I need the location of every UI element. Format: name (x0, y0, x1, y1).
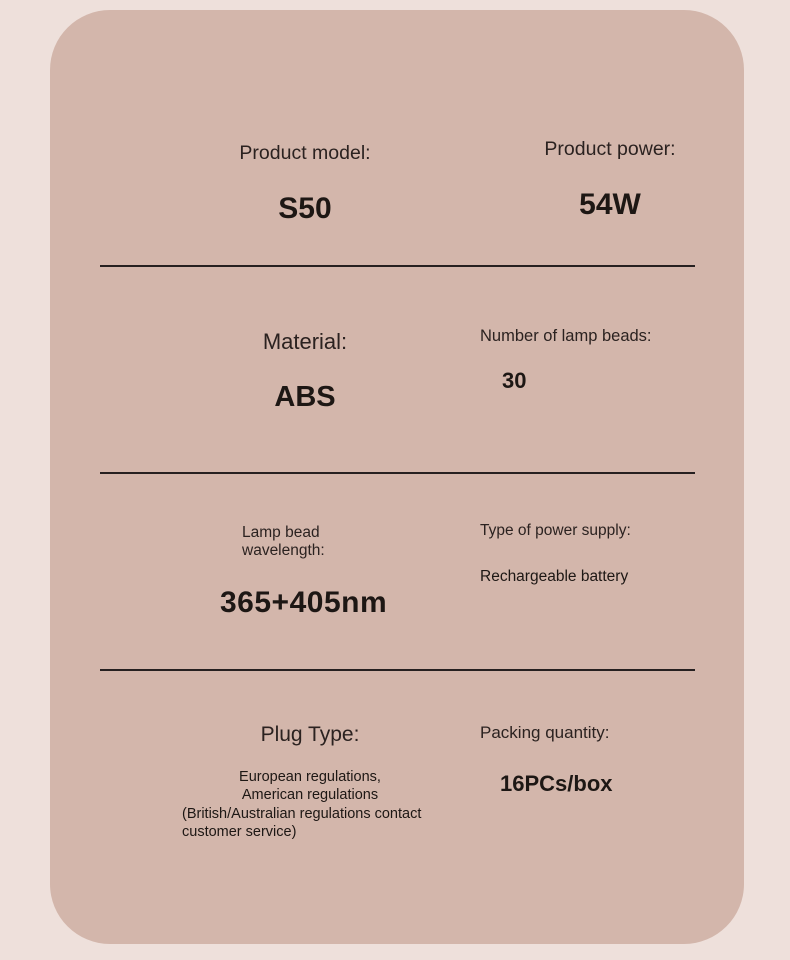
spec-label: Number of lamp beads: (480, 327, 652, 345)
spec-card (50, 10, 744, 944)
spec-value: S50 (278, 192, 332, 225)
spec-label: Product model: (239, 142, 371, 164)
spec-cell-product-power (490, 138, 730, 223)
spec-label: Material: (262, 329, 348, 354)
spec-value: 54W (579, 188, 641, 221)
plug-type-line: American regulations (241, 787, 379, 804)
spec-label: Plug Type: (260, 723, 360, 746)
spec-label: Product power: (544, 138, 676, 160)
spec-value: 365+405nm (220, 585, 388, 619)
spec-cell-material (190, 329, 420, 415)
spec-cell-plug-type (180, 723, 440, 842)
spec-row (100, 474, 695, 669)
spec-value (180, 768, 440, 842)
spec-cell-wavelength (180, 524, 395, 621)
spec-cell-power-supply (480, 522, 695, 587)
spec-table (100, 110, 695, 871)
spec-row (100, 110, 695, 265)
spec-row (100, 267, 695, 472)
spec-value: 16PCs/box (500, 771, 613, 797)
spec-value: ABS (274, 380, 336, 413)
spec-cell-lamp-bead-count (480, 327, 695, 395)
spec-value: 30 (502, 368, 527, 394)
spec-label: Packing quantity: (480, 723, 610, 742)
plug-type-line: European regulations, (239, 768, 381, 785)
spec-value: Rechargeable battery (480, 568, 629, 586)
spec-label: Type of power supply: (480, 522, 631, 539)
spec-row (100, 671, 695, 871)
plug-type-line: customer service) (182, 824, 297, 841)
plug-type-line: (British/Australian regulations contact (182, 805, 422, 822)
spec-cell-product-model (190, 142, 420, 227)
spec-cell-packing-quantity (480, 723, 720, 797)
spec-label: Lamp bead wavelength: (242, 524, 325, 560)
